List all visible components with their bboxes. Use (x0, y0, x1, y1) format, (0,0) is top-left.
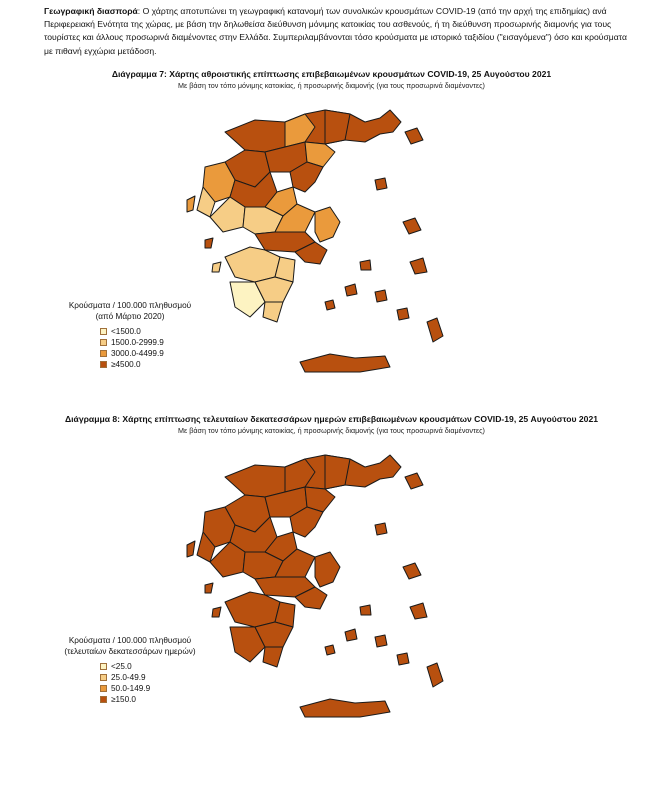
map8-region (427, 663, 443, 687)
map7-region (405, 128, 423, 144)
map8-greece-map (165, 437, 525, 737)
map8-region (263, 647, 283, 667)
map7-legend-label: 3000.0-4499.9 (111, 349, 164, 358)
map8-region (345, 629, 357, 641)
map7-region (375, 290, 387, 302)
map7-region (360, 260, 371, 270)
map7-greece-map (165, 92, 525, 392)
map8-legend-item (100, 672, 200, 683)
map7-region (315, 207, 340, 242)
map7-legend-swatch (100, 328, 107, 335)
map7-region (427, 318, 443, 342)
map7-legend-item (100, 359, 200, 370)
map7-region (397, 308, 409, 320)
map7-legend-label: ≥4500.0 (111, 360, 141, 369)
map8-legend-swatch (100, 685, 107, 692)
map8-region (397, 653, 409, 665)
map7-region (212, 262, 221, 272)
map7-region (345, 284, 357, 296)
map7-legend-item (100, 348, 200, 359)
map7-legend-swatch (100, 361, 107, 368)
map8-legend-swatch (100, 663, 107, 670)
map8-legend-item (100, 661, 200, 672)
map8-legend-label: 25.0-49.9 (111, 673, 146, 682)
map8-region (360, 605, 371, 615)
map7-legend-label: <1500.0 (111, 327, 141, 336)
map7-region (263, 302, 283, 322)
map8-legend-title-1: Κρούσματα / 100.000 πληθυσμού (68, 636, 192, 645)
map8-region (403, 563, 421, 579)
map7-legend-label: 1500.0-2999.9 (111, 338, 164, 347)
map8-region (205, 583, 213, 593)
map7-region (205, 238, 213, 248)
map8-subtitle: Με βάση τον τόπο μόνιμης κατοικίας, ή προσωρινής διαμονής (για τους προσωρινά διαμένοντες) (178, 426, 485, 435)
map7-legend-item (100, 326, 200, 337)
map8-region (410, 603, 427, 619)
map8-legend-label: <25.0 (111, 662, 132, 671)
map8-legend-label: ≥150.0 (111, 695, 136, 704)
map7-title: Διάγραμμα 7: Χάρτης αθροιστικής επίπτωσης επιβεβαιωμένων κρουσμάτων COVID-19, 25 Αυγούστου 2021 (111, 69, 552, 79)
map8-region (375, 635, 387, 647)
map7-region (300, 354, 390, 372)
map8-legend-label: 50.0-149.9 (111, 684, 151, 693)
map7-legend-item (100, 337, 200, 348)
map7-legend (60, 300, 200, 370)
map8-legend-swatch (100, 674, 107, 681)
map7-legend-swatch (100, 339, 107, 346)
intro-paragraph (44, 5, 629, 58)
map7-region (187, 196, 195, 212)
map8-region (212, 607, 221, 617)
map8-region (187, 541, 195, 557)
map8-region (325, 645, 335, 655)
map8-legend-title-2: (τελευταίων δεκατεσσάρων ημερών) (64, 647, 196, 656)
map7-region (375, 178, 387, 190)
map7-region (403, 218, 421, 234)
map7-legend-title-2: (από Μάρτιο 2020) (95, 312, 165, 321)
map8-region (315, 552, 340, 587)
map8-legend-swatch (100, 696, 107, 703)
intro-text: : Ο χάρτης αποτυπώνει τη γεωγραφική κατανομή των συνολικών κρουσμάτων COVID-19 (από την αρχή της επιδημίας) ανά Περιφερειακή Ενότητα της χώρας, με βάση την δηλωθείσα διεύθυνση μόνιμης κατοικίας του ασθενούς, ή τη διεύθυνση προσωρινής διαμονής για τους τουρίστες και άλλους προσωρινά διαμένοντες στην Ελλάδα. Συμπεριλαμβάνονται τόσο κρούσματα με ιστορικό ταξιδίου ("εισαγόμενα") όσο και κρούσματα με πιθανή εγχώρια μετάδοση. (44, 6, 627, 56)
map8-title: Διάγραμμα 8: Χάρτης επίπτωσης τελευταίων δεκατεσσάρων ημερών επιβεβαιωμένων κρουσμάτων COVID-19, 25 Αυγούστου 2021 (64, 414, 599, 424)
map7-legend-title-1: Κρούσματα / 100.000 πληθυσμού (68, 301, 192, 310)
map8-region (375, 523, 387, 535)
map7-legend-swatch (100, 350, 107, 357)
map8-legend-item (100, 683, 200, 694)
map8-region (405, 473, 423, 489)
map8-legend (60, 635, 200, 705)
map7-region (325, 300, 335, 310)
map8-region (300, 699, 390, 717)
map7-subtitle: Με βάση τον τόπο μόνιμης κατοικίας, ή προσωρινής διαμονής (για τους προσωρινά διαμένοντες) (178, 81, 485, 90)
map7-region (225, 247, 280, 282)
map8-region (225, 592, 280, 627)
intro-lead: Γεωγραφική διασπορά (44, 6, 138, 16)
map7-region (410, 258, 427, 274)
map8-legend-item (100, 694, 200, 705)
